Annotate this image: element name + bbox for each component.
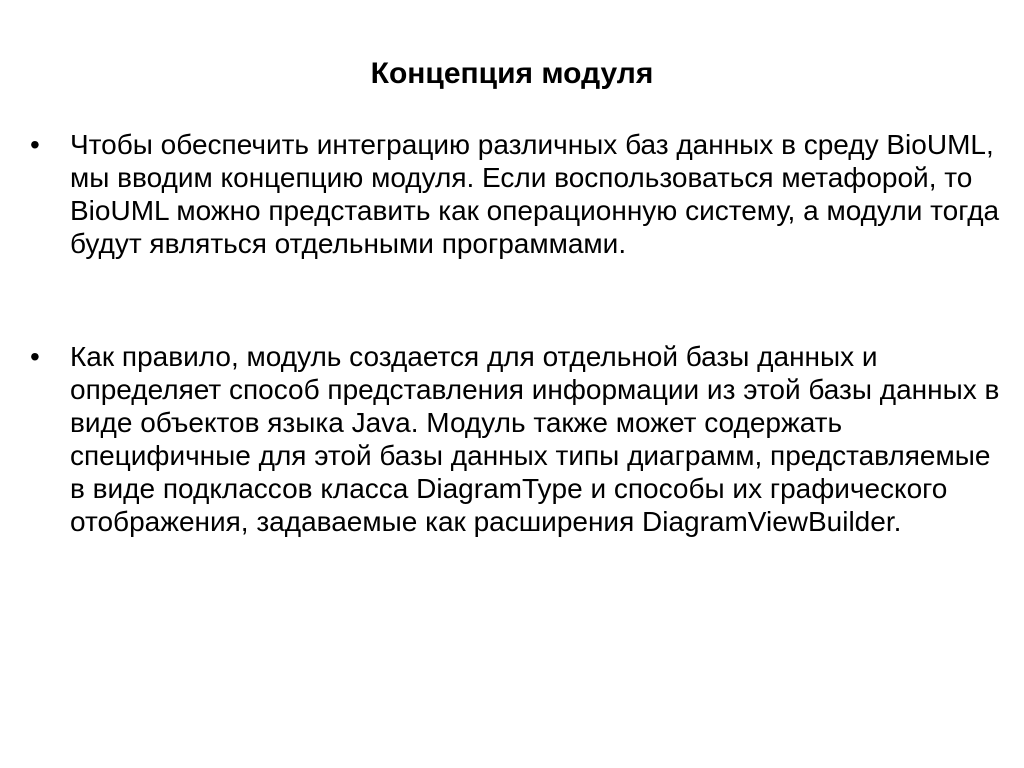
slide-title: Концепция модуля: [370, 57, 654, 90]
bullet-item: [30, 128, 1010, 260]
bullet-item: [30, 340, 1010, 538]
bullet-text: Чтобы обеспечить интеграцию различных баз данных в среду BioUML, мы вводим концепцию модуля. Если воспользоваться метафорой, то BioUML можно представить как операционную систему, а модули тогда будут являться отдельными программами.: [70, 129, 1000, 259]
bullet-text: Как правило, модуль создается для отдельной базы данных и определяет способ представления информации из этой базы данных в виде объектов языка Java. Модуль также может содержать специфичные для этой базы данных типы диаграмм, представляемые в виде подклассов класса DiagramType и способы их графического отображения, задаваемые как расширения DiagramViewBuilder.: [70, 341, 1000, 537]
bullet-marker: •: [30, 129, 40, 160]
bullet-marker: •: [30, 341, 40, 372]
